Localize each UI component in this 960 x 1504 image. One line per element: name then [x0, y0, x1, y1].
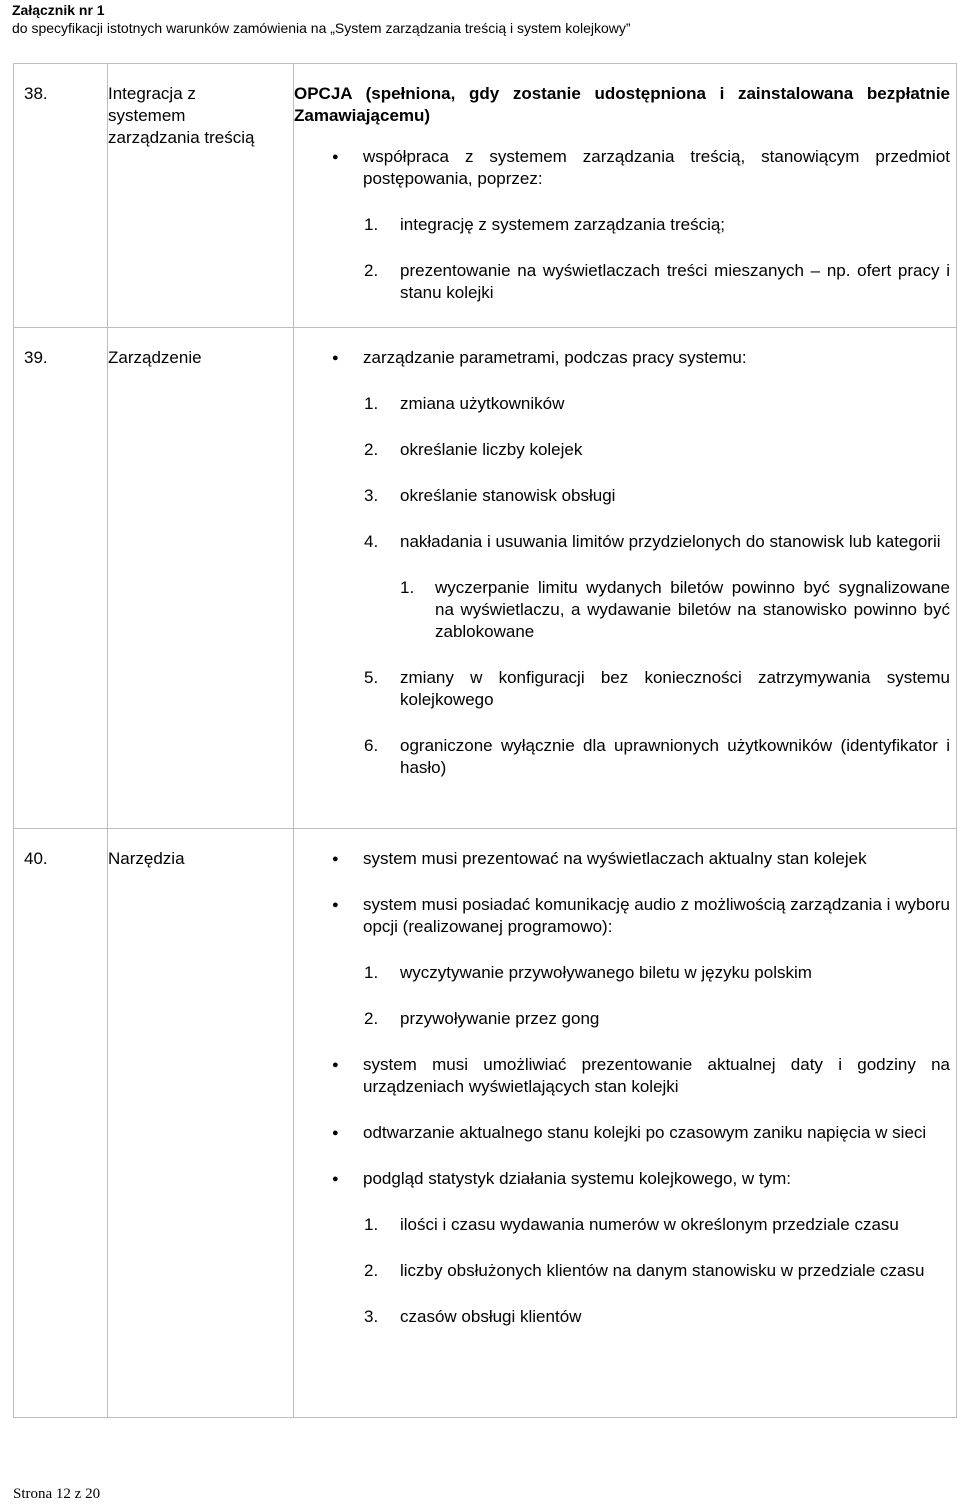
list-item: ● odtwarzanie aktualnego stanu kolejki po czasowym zaniku napięcia w sieci: [294, 1122, 950, 1144]
item-text: nakładania i usuwania limitów przydzielonych do stanowisk lub kategorii: [400, 532, 941, 551]
item-number: 2.: [364, 1261, 379, 1280]
numbered-item: [294, 439, 950, 461]
numbered-item: [294, 962, 950, 984]
list-item: ● współpraca z systemem zarządzania treścią, stanowiącym przedmiot postępowania, poprzez:: [294, 146, 950, 190]
item-text: określanie stanowisk obsługi: [400, 486, 616, 505]
numbered-item: [294, 393, 950, 415]
item-number: 1.: [364, 1215, 379, 1234]
item-number: 1.: [364, 215, 379, 234]
row-description-cell: [294, 64, 957, 328]
item-number: 1.: [364, 963, 379, 982]
row-name: Zarządzenie: [108, 348, 202, 367]
numbered-item: [294, 531, 950, 553]
item-number: 6.: [364, 736, 379, 755]
row-number: 39.: [24, 348, 48, 367]
numbered-item: [294, 1260, 950, 1282]
sub-numbered-item: [294, 577, 950, 643]
item-text: przywoływanie przez gong: [400, 1009, 600, 1028]
row-number-cell: [14, 328, 108, 829]
list-item: ● system musi prezentować na wyświetlaczach aktualny stan kolejek: [294, 848, 950, 870]
numbered-item: [294, 214, 950, 236]
row-number-cell: [14, 829, 108, 1418]
row-description-cell: [294, 829, 957, 1418]
item-text: wyczerpanie limitu wydanych biletów powinno być sygnalizowane na wyświetlaczu, a wydawanie biletów na stanowisko powinno być zablokowane: [435, 578, 950, 641]
numbered-item: [294, 1008, 950, 1030]
list-item: ● system musi posiadać komunikację audio z możliwością zarządzania i wyboru opcji (realizowanej programowo):: [294, 894, 950, 938]
row-description-cell: [294, 328, 957, 829]
document-title: Załącznik nr 1: [12, 2, 105, 18]
item-number: 3.: [364, 1307, 379, 1326]
list-item: ● zarządzanie parametrami, podczas pracy systemu:: [294, 347, 950, 369]
item-number: 3.: [364, 486, 379, 505]
item-number: 1.: [400, 578, 415, 597]
numbered-item: [294, 1306, 950, 1328]
list-item: ● system musi umożliwiać prezentowanie aktualnej daty i godziny na urządzeniach wyświetlających stan kolejki: [294, 1054, 950, 1098]
item-text: ilości i czasu wydawania numerów w określonym przedziale czasu: [400, 1215, 899, 1234]
list-item: ● podgląd statystyk działania systemu kolejkowego, w tym:: [294, 1168, 950, 1190]
numbered-item: [294, 260, 950, 304]
row-number: 38.: [24, 84, 48, 103]
numbered-item: [294, 735, 950, 779]
row-name: Narzędzia: [108, 849, 185, 868]
row-name-cell: [108, 64, 294, 328]
table-row: [14, 829, 957, 1418]
item-text: integrację z systemem zarządzania treścią;: [400, 215, 726, 234]
item-number: 1.: [364, 394, 379, 413]
page-number: Strona 12 z 20: [13, 1486, 101, 1502]
item-text: wyczytywanie przywoływanego biletu w języku polskim: [400, 963, 812, 982]
item-text: czasów obsługi klientów: [400, 1307, 582, 1326]
specification-table: [13, 63, 957, 1418]
row-name: Integracja z systemem zarządzania treścią: [108, 84, 255, 147]
row-number-cell: [14, 64, 108, 328]
item-number: 4.: [364, 532, 379, 551]
option-heading: OPCJA (spełniona, gdy zostanie udostępniona i zainstalowana bezpłatnie Zamawiającemu): [294, 84, 950, 125]
item-text: ograniczone wyłącznie dla uprawnionych użytkowników (identyfikator i hasło): [400, 736, 950, 777]
table-row: [14, 64, 957, 328]
item-number: 5.: [364, 668, 379, 687]
item-text: liczby obsłużonych klientów na danym stanowisku w przedziale czasu: [400, 1261, 925, 1280]
item-text: zmiany w konfiguracji bez konieczności zatrzymywania systemu kolejkowego: [400, 668, 950, 709]
item-number: 2.: [364, 261, 379, 280]
item-text: prezentowanie na wyświetlaczach treści mieszanych – np. ofert pracy i stanu kolejki: [400, 261, 950, 302]
row-number: 40.: [24, 849, 48, 868]
item-text: zmiana użytkowników: [400, 394, 565, 413]
item-number: 2.: [364, 440, 379, 459]
item-text: określanie liczby kolejek: [400, 440, 583, 459]
document-subtitle: do specyfikacji istotnych warunków zamówienia na „System zarządzania treścią i system kolejkowy”: [12, 20, 631, 36]
item-number: 2.: [364, 1009, 379, 1028]
numbered-item: [294, 1214, 950, 1236]
row-name-cell: [108, 829, 294, 1418]
table-row: [14, 328, 957, 829]
row-name-cell: [108, 328, 294, 829]
numbered-item: [294, 667, 950, 711]
numbered-item: [294, 485, 950, 507]
